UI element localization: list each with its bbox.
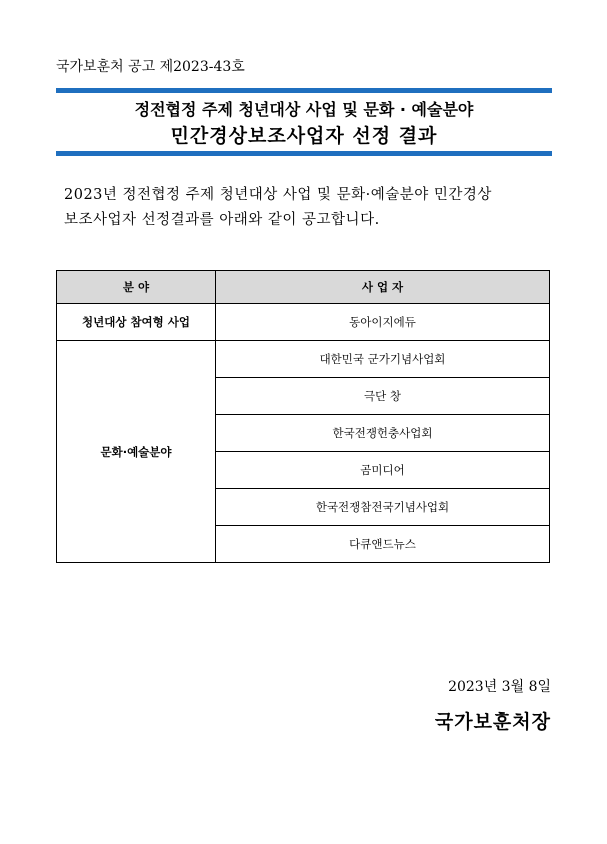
announcement-date: 2023년 3월 8일 — [448, 679, 551, 695]
operator-cell: 한국전쟁참전국기념사업회 — [216, 489, 550, 526]
table-row — [57, 304, 550, 341]
operator-cell: 다큐앤드뉴스 — [216, 526, 550, 563]
field-cell: 청년대상 참여형 사업 — [57, 304, 216, 341]
field-cell: 문화·예술분야 — [57, 341, 216, 563]
announcement-body-line-2: 보조사업자 선정결과를 아래와 같이 공고합니다. — [64, 212, 380, 228]
announcement-body — [64, 183, 549, 233]
header-operator: 사 업 자 — [216, 271, 550, 304]
title-bottom-rule — [56, 151, 552, 156]
operator-cell: 곰미디어 — [216, 452, 550, 489]
operator-cell: 한국전쟁헌충사업회 — [216, 415, 550, 452]
issuer-signature: 국가보훈처장 — [434, 711, 551, 733]
announcement-body-line-1: 2023년 정전협정 주제 청년대상 사업 및 문화·예술분야 민간경상 — [64, 187, 492, 203]
title-line-2: 민간경상보조사업자 선정 결과 — [170, 125, 438, 147]
operator-cell: 대한민국 군가기념사업회 — [216, 341, 550, 378]
selection-results-table — [56, 270, 550, 563]
table-row — [57, 341, 550, 378]
header-field: 분 야 — [57, 271, 216, 304]
title-line-1: 정전협정 주제 청년대상 사업 및 문화 · 예술분야 — [134, 100, 474, 119]
title-top-rule — [56, 88, 552, 93]
table-header-row — [57, 271, 550, 304]
operator-cell: 극단 창 — [216, 378, 550, 415]
notice-number: 국가보훈처 공고 제2023-43호 — [56, 59, 245, 75]
operator-cell: 동아이지에듀 — [216, 304, 550, 341]
